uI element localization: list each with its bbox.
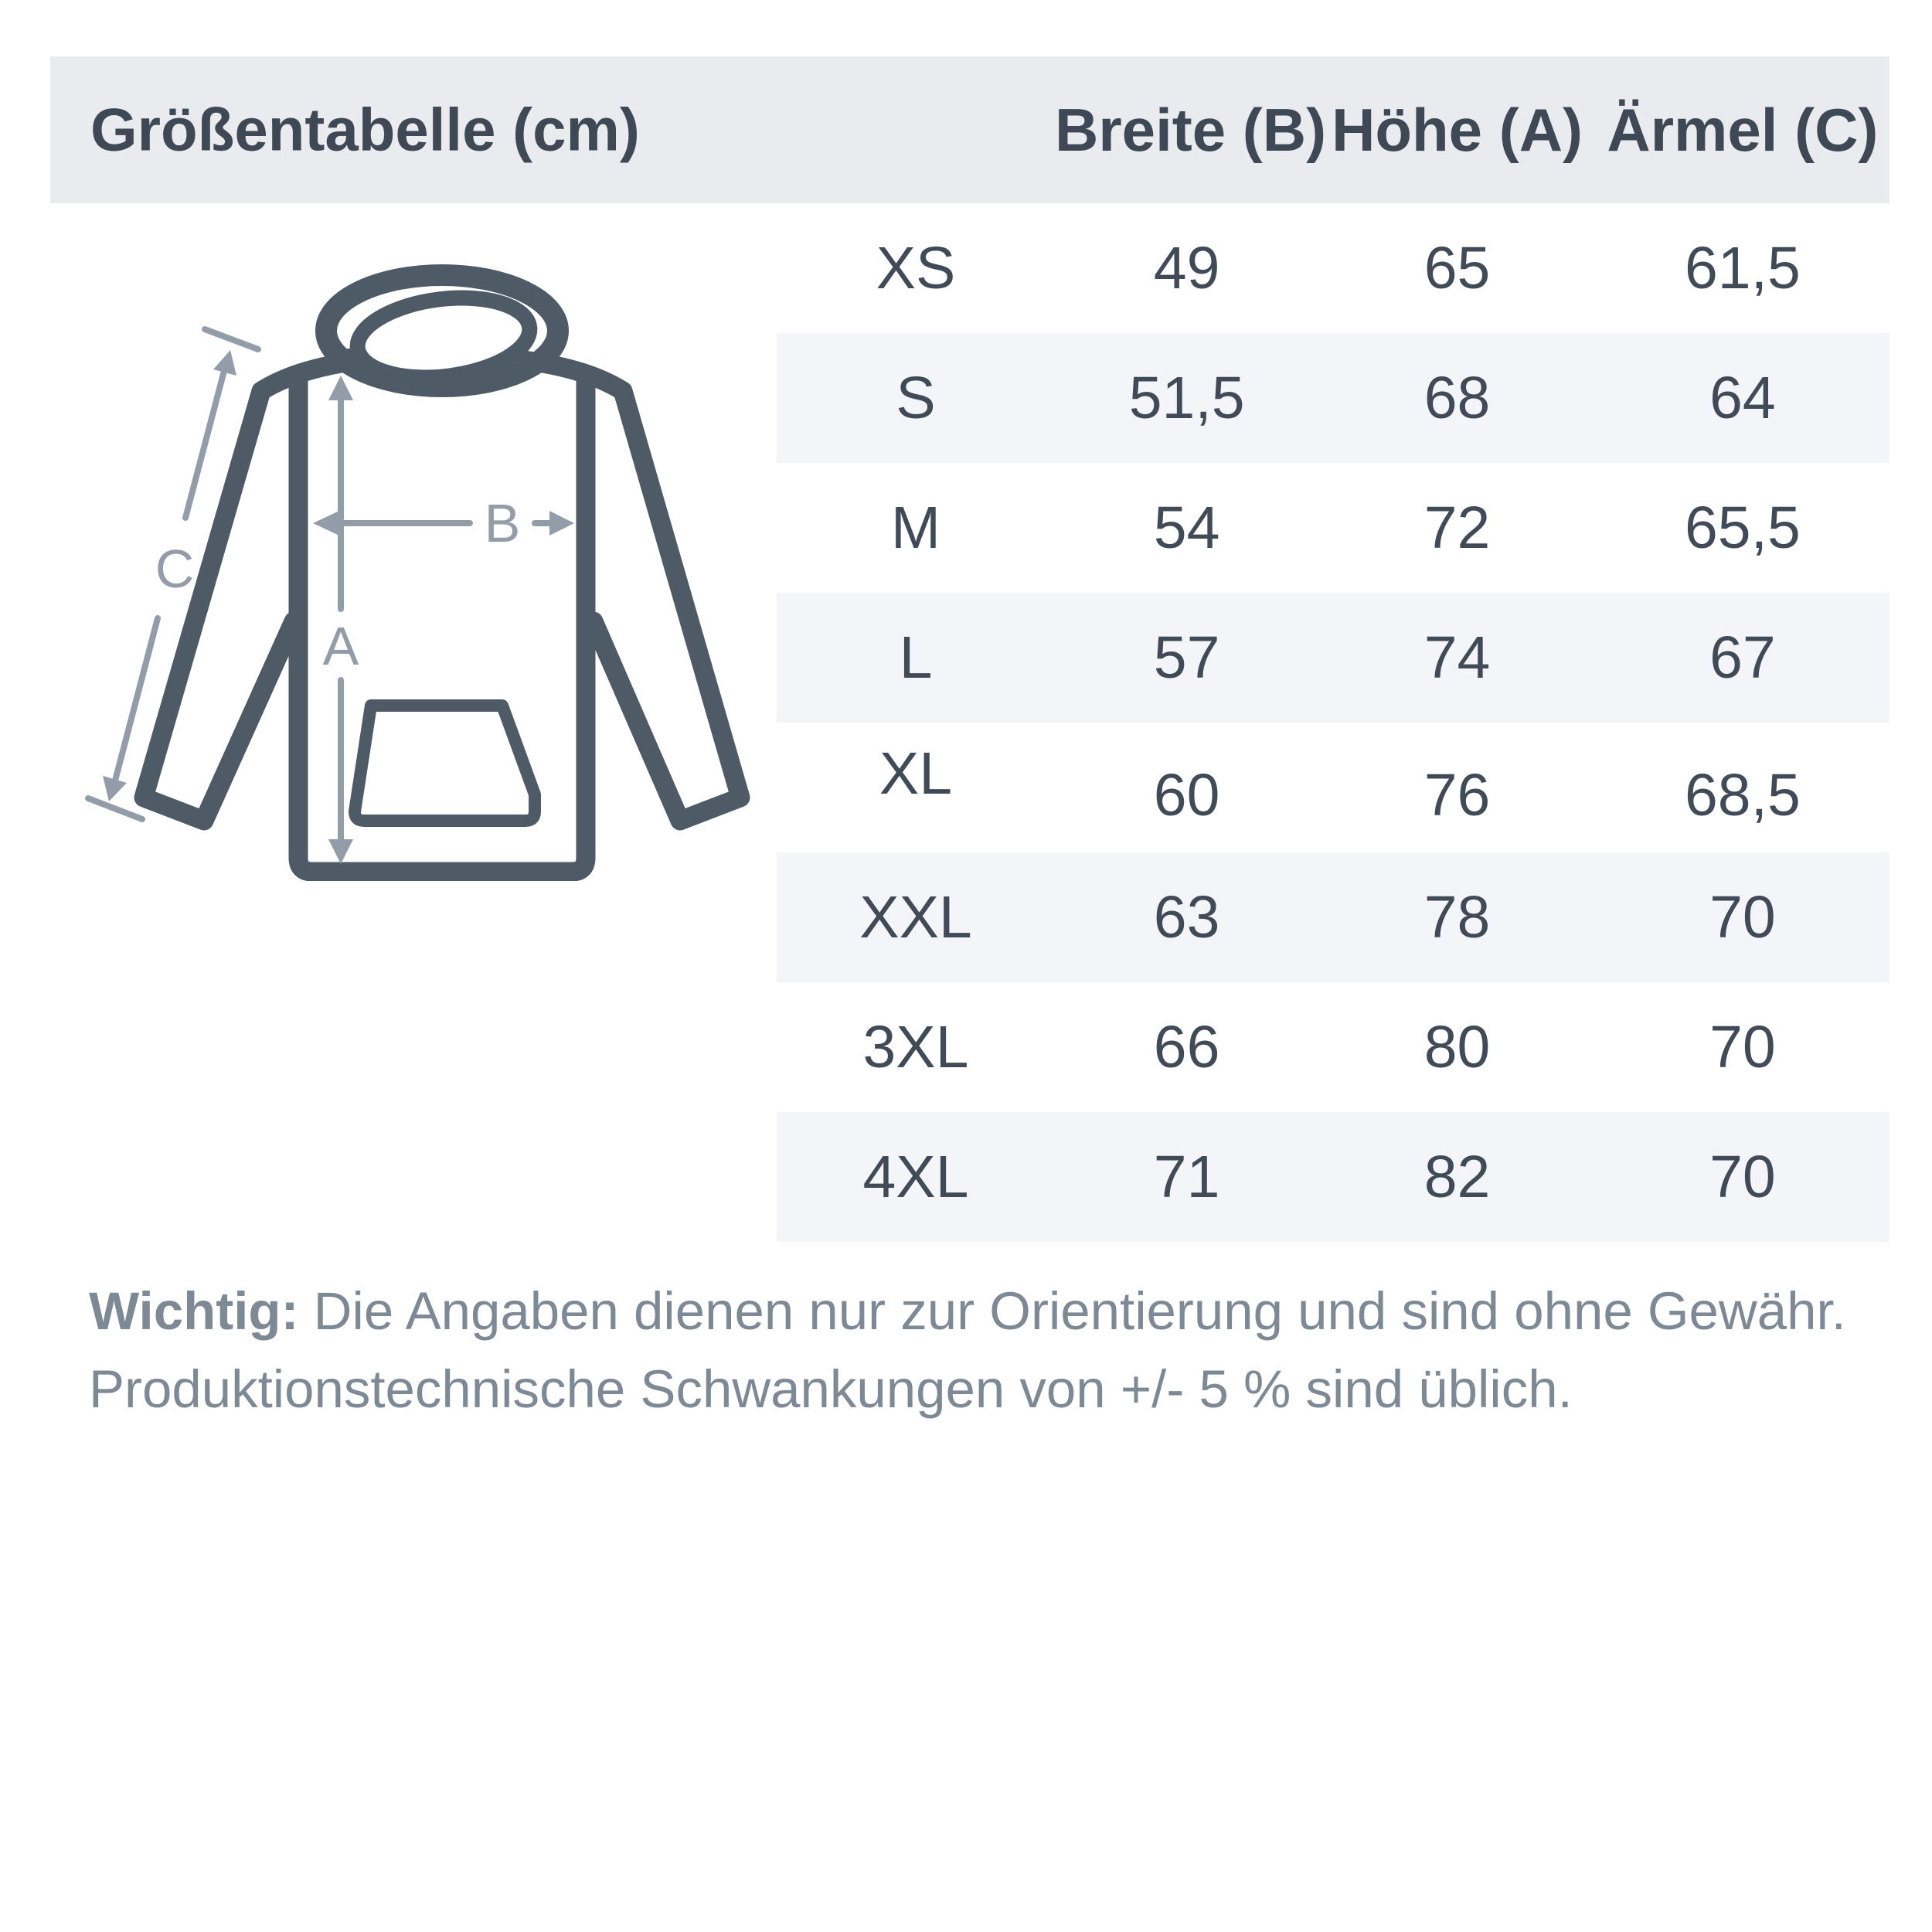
page-title: Größentabelle (cm) xyxy=(90,95,640,164)
table-row-3xl xyxy=(777,982,1889,1112)
right-sleeve-outline xyxy=(524,360,740,821)
table-row-xs xyxy=(777,203,1889,333)
hoodie-measurement-icon xyxy=(62,216,796,881)
size-label: L xyxy=(899,624,933,691)
label-a: A xyxy=(322,616,359,676)
aermel-value: 64 xyxy=(1709,364,1776,431)
breite-value: 54 xyxy=(1153,494,1220,561)
aermel-value: 70 xyxy=(1709,883,1776,951)
column-header-hoehe: Höhe (A) xyxy=(1332,95,1583,164)
table-row-xxl xyxy=(777,852,1889,982)
size-label: M xyxy=(890,494,941,561)
breite-value: 49 xyxy=(1153,234,1220,301)
disclaimer xyxy=(89,1272,1866,1428)
column-header-aermel: Ärmel (C) xyxy=(1607,95,1879,164)
breite-value: 71 xyxy=(1153,1143,1220,1210)
table-row-m xyxy=(777,463,1889,593)
hoehe-value: 68 xyxy=(1423,364,1491,431)
aermel-value: 68,5 xyxy=(1684,761,1801,828)
size-label: XL xyxy=(879,740,953,807)
breite-value: 60 xyxy=(1153,761,1220,828)
disclaimer-line-2 xyxy=(89,1350,1866,1428)
size-label: 3XL xyxy=(862,1013,969,1080)
column-headers xyxy=(777,56,1889,203)
breite-value: 57 xyxy=(1153,624,1220,691)
important-label: Wichtig: xyxy=(89,1281,299,1341)
disclaimer-text-1: Die Angaben dienen nur zur Orientierung und sind ohne Gewähr. xyxy=(313,1281,1846,1341)
breite-value: 51,5 xyxy=(1128,364,1245,431)
aermel-value: 61,5 xyxy=(1684,234,1801,301)
size-label: XS xyxy=(876,234,956,301)
size-table xyxy=(777,203,1889,1242)
aermel-value: 70 xyxy=(1709,1143,1776,1210)
disclaimer-text-2: Produktionstechnische Schwankungen von +/- 5 % sind üblich. xyxy=(89,1359,1573,1419)
table-header xyxy=(50,56,1889,203)
hoehe-value: 82 xyxy=(1423,1143,1491,1210)
hoodie-diagram xyxy=(62,216,796,881)
label-c: C xyxy=(155,539,195,599)
table-row-l xyxy=(777,593,1889,723)
table-row-xl xyxy=(777,723,1889,852)
size-label: XXL xyxy=(859,883,972,951)
hoehe-value: 78 xyxy=(1423,883,1491,951)
table-row-s xyxy=(777,333,1889,463)
hoehe-value: 76 xyxy=(1423,761,1491,828)
pocket-outline xyxy=(355,706,535,821)
arrow-b xyxy=(313,493,574,553)
column-header-breite: Breite (B) xyxy=(1055,95,1327,164)
breite-value: 66 xyxy=(1153,1013,1220,1080)
table-row-4xl xyxy=(777,1112,1889,1242)
hoehe-value: 65 xyxy=(1423,234,1491,301)
hoehe-value: 72 xyxy=(1423,494,1491,561)
size-label: S xyxy=(896,364,936,431)
aermel-value: 70 xyxy=(1709,1013,1776,1080)
label-b: B xyxy=(484,493,521,553)
hoehe-value: 80 xyxy=(1423,1013,1491,1080)
hoehe-value: 74 xyxy=(1423,624,1491,691)
size-label: 4XL xyxy=(862,1143,969,1210)
aermel-value: 65,5 xyxy=(1684,494,1801,561)
aermel-value: 67 xyxy=(1709,624,1776,691)
breite-value: 63 xyxy=(1153,883,1220,951)
disclaimer-line-1 xyxy=(89,1272,1866,1350)
